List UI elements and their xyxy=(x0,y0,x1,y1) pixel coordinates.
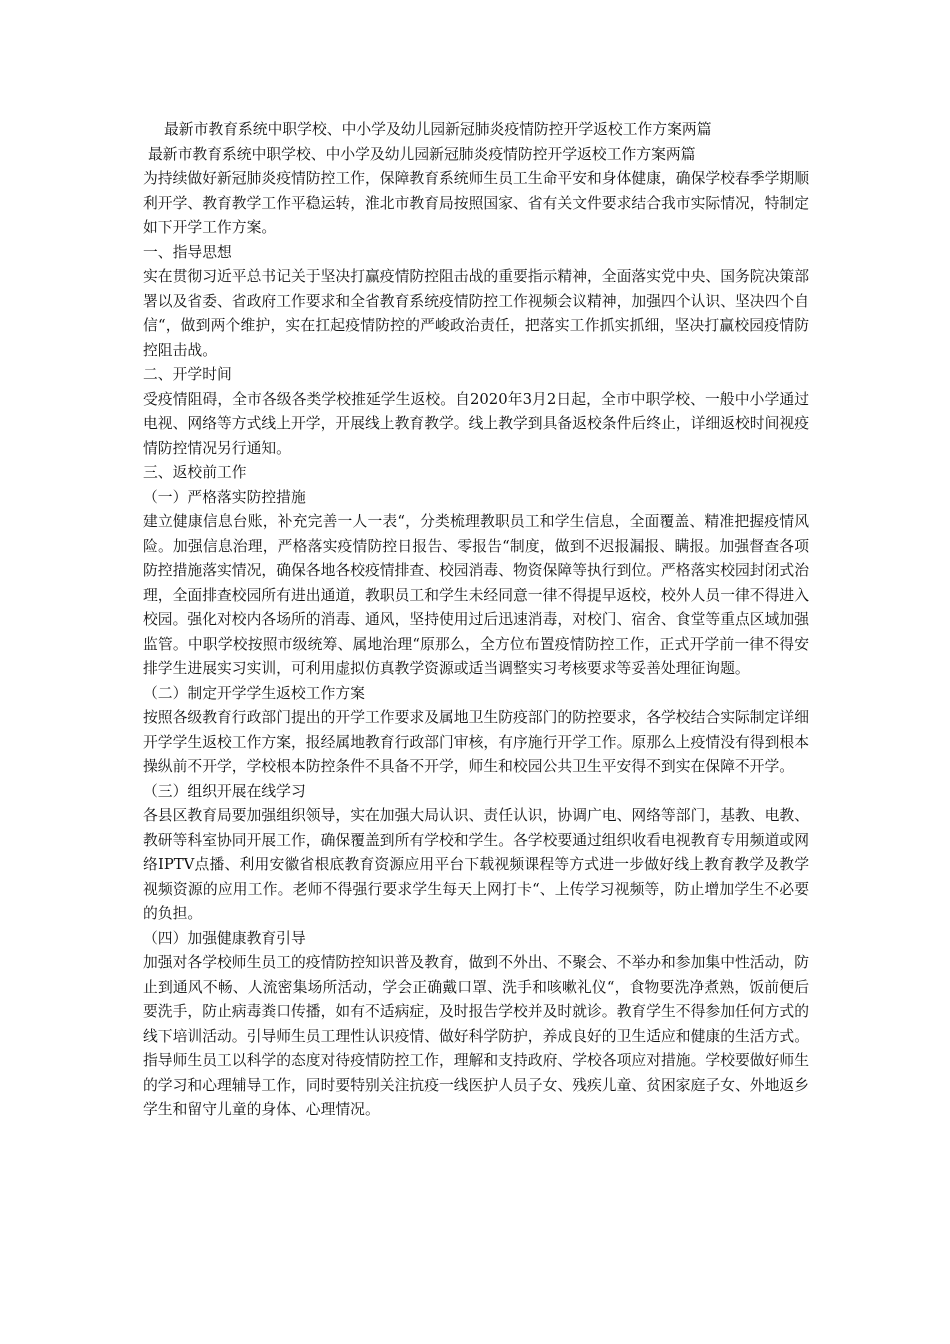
subsection-body-online-learning: 各县区教育局要加强组织领导，实在加强大局认识、责任认识，协调广电、网络等部门，基教、电教、教研等科室协同开展工作，确保覆盖到所有学校和学生。各学校要通过组织收看电视教育专用频道或网络IPTV点播、利用安徽省根底教育资源应用平台下载视频课程等方式进一步做好线上教育教学及教学视频资源的应用工作。老师不得强行要求学生每天上网打卡“、上传学习视频等，防止增加学生不必要的负担。 xyxy=(143,807,809,922)
section-heading-pre-return-work: 三、返校前工作 xyxy=(143,464,247,481)
section-body-start-time: 受疫情阻碍，全市各级各类学校推延学生返校。自2020年3月2日起，全市中职学校、一般中小学通过电视、网络等方式线上开学，开展线上教育教学。线上教学到具备返校条件后终止，详细返校时间视疫情防控情况另行通知。 xyxy=(143,390,809,457)
subsection-heading-prevention-measures: （一）严格落实防控措施 xyxy=(143,488,306,506)
section-heading-start-time: 二、开学时间 xyxy=(143,366,232,383)
section-heading-guiding-thought: 一、指导思想 xyxy=(143,243,232,261)
document-page xyxy=(143,118,809,1123)
document-title: 最新市教育系统中职学校、中小学及幼儿园新冠肺炎疫情防控开学返校工作方案两篇 xyxy=(164,121,712,138)
subsection-heading-online-learning: （三）组织开展在线学习 xyxy=(143,782,306,800)
subsection-heading-health-education: （四）加强健康教育引导 xyxy=(143,929,306,947)
subsection-body-health-education: 加强对各学校师生员工的疫情防控知识普及教育，做到不外出、不聚会、不举办和参加集中性活动，防止到通风不畅、人流密集场所活动，学会正确戴口罩、洗手和咳嗽礼仪“，食物要洗净煮熟，饭前便后要洗手，防止病毒粪口传播，如有不适病症，及时报告学校并及时就诊。教育学生不得参加任何方式的线下培训活动。引导师生员工理性认识疫情、做好科学防护，养成良好的卫生适应和健康的生活方式。指导师生员工以科学的态度对待疫情防控工作，理解和支持政府、学校各项应对措施。学校要做好师生的学习和心理辅导工作，同时要特别关注抗疫一线医护人员子女、残疾儿童、贫困家庭子女、外地返乡学生和留守儿童的身体、心理情况。 xyxy=(143,954,809,1118)
subsection-heading-return-plan: （二）制定开学学生返校工作方案 xyxy=(143,684,365,702)
section-body-guiding-thought: 实在贯彻习近平总书记关于坚决打赢疫情防控阻击战的重要指示精神，全面落实党中央、国务院决策部署以及省委、省政府工作要求和全省教育系统疫情防控工作视频会议精神，加强四个认识、坚决四个自信“，做到两个维护，实在扛起疫情防控的严峻政治责任，把落实工作抓实抓细，坚决打赢校园疫情防控阻击战。 xyxy=(143,268,809,359)
subsection-body-return-plan: 按照各级教育行政部门提出的开学工作要求及属地卫生防疫部门的防控要求，各学校结合实际制定详细开学学生返校工作方案，报经属地教育行政部门审核，有序施行开学工作。原那么上疫情没有得到根本操纵前不开学，学校根本防控条件不具备不开学，师生和校园公共卫生平安得不到实在保障不开学。 xyxy=(143,709,809,775)
intro-paragraph: 为持续做好新冠肺炎疫情防控工作，保障教育系统师生员工生命平安和身体健康，确保学校春季学期顺利开学、教育教学工作平稳运转，淮北市教育局按照国家、省有关文件要求结合我市实际情况，特制定如下开学工作方案。 xyxy=(143,170,809,236)
subsection-body-prevention-measures: 建立健康信息台账，补充完善一人一表“，分类梳理教职员工和学生信息，全面覆盖、精准把握疫情风险。加强信息治理，严格落实疫情防控日报告、零报告“制度，做到不迟报漏报、瞒报。加强督查各项防控措施落实情况，确保各地各校疫情排查、校园消毒、物资保障等执行到位。严格落实校园封闭式治理，全面排查校园所有进出通道，教职员工和学生未经同意一律不得提早返校，校外人员一律不得进入校园。强化对校内各场所的消毒、通风，坚持使用过后迅速消毒，对校门、宿舍、食堂等重点区域加强监管。中职学校按照市级统筹、属地治理“原那么，全方位布置疫情防控工作，正式开学前一律不得安排学生进展实习实训，可利用虚拟仿真教学资源或适当调整实习考核要求等妥善处理征询题。 xyxy=(143,513,809,677)
document-subtitle: 最新市教育系统中职学校、中小学及幼儿园新冠肺炎疫情防控开学返校工作方案两篇 xyxy=(148,145,696,163)
